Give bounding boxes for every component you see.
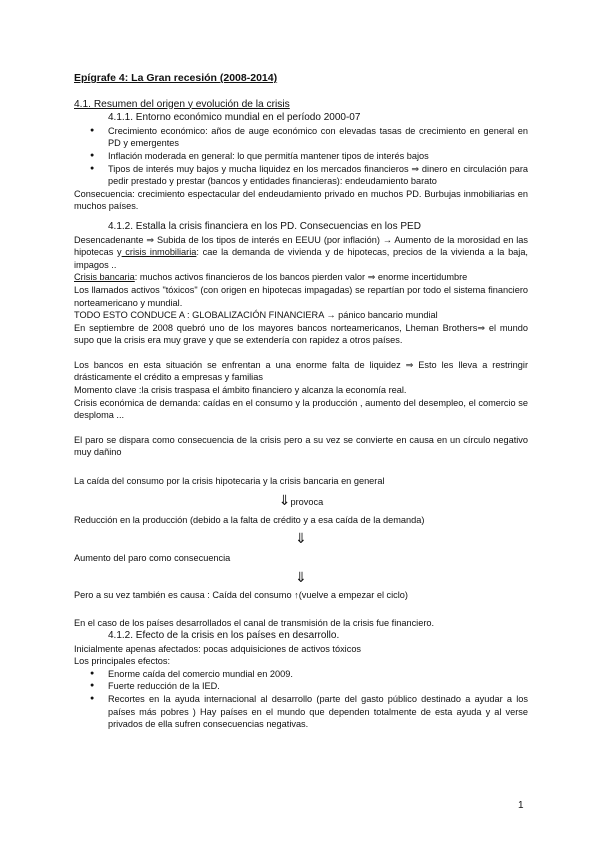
list-item: ● Enorme caída del comercio mundial en 2009. — [108, 668, 528, 681]
paragraph-consecuencia: Consecuencia: crecimiento espectacular del endeudamiento privado en muchos PD. Burbujas inmobiliarias en muchos países. — [74, 188, 528, 212]
paragraph-inicialmente: Inicialmente apenas afectados: pocas adquisiciones de activos tóxicos — [74, 643, 362, 654]
list-item: ● Inflación moderada en general: lo que permitía mantener tipos de interés bajos — [108, 150, 528, 163]
paragraph-principales-efectos: Los principales efectos: — [74, 656, 171, 667]
flow-step-paro: Aumento del paro como consecuencia — [74, 553, 231, 564]
flow-arrow-provoca: ⇓provoca — [278, 491, 324, 508]
document-page — [74, 72, 528, 731]
paragraph-globalizacion: TODO ESTO CONDUCE A : GLOBALIZACIÓN FINANCIERA → pánico bancario mundial — [74, 310, 438, 321]
subsection-heading-4-1-1: 4.1.1. Entorno económico mundial en el período 2000-07 — [108, 112, 361, 124]
paragraph-crisis-demanda: Crisis económica de demanda: caídas en el consumo y la producción , aumento del desempleo, el comercio se desploma ... — [74, 397, 528, 421]
subsection-heading-efecto-ped: 4.1.2. Efecto de la crisis en los países en desarrollo. — [108, 630, 340, 641]
paragraph-activos-toxicos: Los llamados activos "tóxicos" (con origen en hipotecas impagadas) se repartían por todo el sistema financiero norteamericano y mundial. — [74, 284, 528, 308]
flow-arrow: ⇓ — [295, 530, 307, 547]
flow-step-produccion: Reducción en la producción (debido a la falta de crédito y a esa caída de la demanda) — [74, 514, 425, 525]
list-item: ● Tipos de interés muy bajos y mucha liquidez en los mercados financieros ⇒ dinero en circulación para pedir prestado y prestar (bancos y entidades financieras): endeudamiento barato — [108, 163, 528, 188]
paragraph-crisis-bancaria: Crisis bancaria: muchos activos financieros de los bancos pierden valor ⇒ enorme incertidumbre — [74, 272, 468, 283]
page-title: Epígrafe 4: La Gran recesión (2008-2014) — [74, 72, 278, 84]
section-heading-4-1: 4.1. Resumen del origen y evolución de la crisis — [74, 98, 290, 110]
paragraph-lheman-brothers: En septiembre de 2008 quebró uno de los mayores bancos norteamericanos, Lheman Brothers⇒ el mundo supo que la crisis era muy grave y que se extendería con rapidez a otros países. — [74, 322, 528, 346]
list-item: ● Recortes en la ayuda internacional al desarrollo (parte del gasto público destinado a ayudar a los países más pobres ) Hay países en el mundo que dependen totalmente de esta ayuda y al verse privados de ella sufren consecuencias negativas. — [108, 693, 528, 731]
flow-step-consumo: La caída del consumo por la crisis hipotecaria y la crisis bancaria en general — [74, 476, 385, 487]
paragraph-paro: El paro se dispara como consecuencia de la crisis pero a su vez se convierte en causa en un círculo negativo muy dañino — [74, 434, 528, 458]
paragraph-momento-clave: Momento clave :la crisis traspasa el ámbito financiero y alcanza la economía real. — [74, 385, 407, 396]
list-item: ● Fuerte reducción de la IED. — [108, 680, 528, 693]
bullet-list-entorno — [74, 125, 528, 188]
bullet-list-efectos — [74, 668, 528, 731]
page-number: 1 — [518, 800, 524, 811]
flow-arrow: ⇓ — [295, 568, 307, 585]
cause-effect-flow — [74, 475, 528, 601]
paragraph-canal-transmision: En el caso de los países desarrollados el canal de transmisión de la crisis fue financiero. — [74, 618, 435, 629]
subsection-heading-4-1-2: 4.1.2. Estalla la crisis financiera en los PD. Consecuencias en los PED — [108, 220, 421, 232]
paragraph-liquidez: Los bancos en esta situación se enfrentan a una enorme falta de liquidez ⇒ Esto les lleva a restringir drásticamente el crédito a empresas y familias — [74, 359, 528, 383]
list-item: ● Crecimiento económico: años de auge económico con elevadas tasas de crecimiento en general en PD y emergentes — [108, 125, 528, 150]
flow-step-ciclo: Pero a su vez también es causa : Caída del consumo ↑(vuelve a empezar el ciclo) — [74, 589, 408, 600]
paragraph-desencadenante: Desencadenante ⇒ Subida de los tipos de interés en EEUU (por inflación) → Aumento de la morosidad en las hipotecas y crisis inmobiliaria: cae la demanda de vivienda y de hipotecas, precios de la vivienda a la baja, impagos .. — [74, 234, 528, 270]
